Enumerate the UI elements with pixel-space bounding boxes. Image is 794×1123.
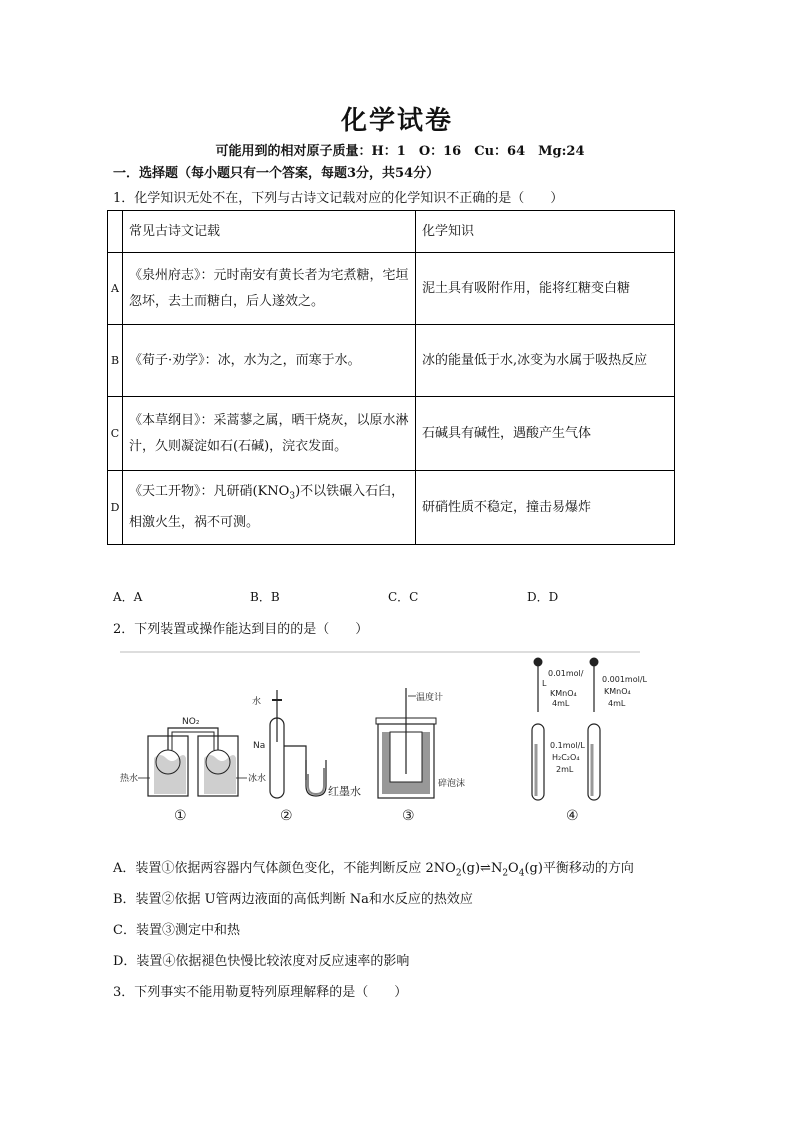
apparatus-4 xyxy=(532,658,648,824)
label-thermometer: 温度计 xyxy=(416,693,444,703)
label-num-1: ① xyxy=(174,808,187,824)
label-num-2: ② xyxy=(280,808,293,824)
row-knowledge: 研硝性质不稳定，撞击易爆炸 xyxy=(416,471,675,545)
apparatus-1 xyxy=(120,717,266,824)
label-kmno4-b-3: 4mL xyxy=(608,699,626,708)
option-a[interactable]: A．A xyxy=(113,590,143,604)
label-h2c2o4-1: 0.1mol/L xyxy=(550,741,585,750)
label-h2c2o4-2: H₂C₂O₄ xyxy=(552,753,580,762)
row-knowledge: 石碱具有碱性，遇酸产生气体 xyxy=(416,397,675,471)
label-kmno4-a-2: L xyxy=(542,679,547,688)
table-row xyxy=(108,325,675,397)
page-title: 化学试卷 xyxy=(340,106,453,136)
label-foam: 碎泡沫 xyxy=(438,779,466,789)
label-red-ink: 红墨水 xyxy=(328,785,361,798)
label-h2c2o4-3: 2mL xyxy=(556,765,574,774)
label-kmno4-b-2: KMnO₄ xyxy=(604,687,631,696)
label-num-3: ③ xyxy=(402,808,415,824)
header-cell: 化学知识 xyxy=(416,211,675,253)
question-2-option-c[interactable]: C．装置③测定中和热 xyxy=(113,923,240,938)
option-d[interactable]: D．D xyxy=(527,590,559,604)
row-label: B xyxy=(108,325,123,397)
table-row xyxy=(108,397,675,471)
label-kmno4-b-1: 0.001mol/L xyxy=(602,675,647,684)
question-2-option-a[interactable]: A．装置①依据两容器内气体颜色变化，不能判断反应 $2NO_2(g)\rightleftharpoons N_2O_4(g)$平衡移动的方向 xyxy=(113,861,634,879)
label-ice-water: 冰水 xyxy=(248,774,267,784)
question-2-option-b[interactable]: B．装置②依据 U管两边液面的高低判断 Na和水反应的热效应 xyxy=(113,892,473,907)
row-text: 《本草纲目》：采蒿蓼之属，晒干烧灰，以原水淋汁，久则凝淀如石(石碱)，浣衣发面。 xyxy=(123,397,416,471)
row-label: D xyxy=(108,471,123,545)
option-b[interactable]: B．B xyxy=(250,590,280,604)
table-header-row xyxy=(108,211,675,253)
label-no2: NO₂ xyxy=(182,717,200,727)
header-cell: 常见古诗文记载 xyxy=(123,211,416,253)
apparatus-3 xyxy=(376,688,465,824)
table-row xyxy=(108,253,675,325)
question-2-option-d[interactable]: D．装置④依据褪色快慢比较浓度对反应速率的影响 xyxy=(113,954,410,969)
row-knowledge: 泥土具有吸附作用，能将红糖变白糖 xyxy=(416,253,675,325)
row-label: C xyxy=(108,397,123,471)
question-1-stem: 1．化学知识无处不在，下列与古诗文记载对应的化学知识不正确的是（ ） xyxy=(113,191,564,206)
label-hot-water: 热水 xyxy=(120,774,139,784)
row-text: 《荀子·劝学》：冰，水为之，而寒于水。 xyxy=(123,325,416,397)
label-kmno4-a-4: 4mL xyxy=(552,699,570,708)
atomic-masses: 可能用到的相对原子质量：H：1 O：16 Cu：64 Mg:24 xyxy=(215,144,585,159)
question-1-table xyxy=(107,210,675,545)
apparatus-2 xyxy=(252,690,361,824)
label-kmno4-a-3: KMnO₄ xyxy=(550,689,577,698)
label-water: 水 xyxy=(252,697,262,707)
question-3-stem: 3．下列事实不能用勒夏特列原理解释的是（ ） xyxy=(113,985,408,1000)
row-label: A xyxy=(108,253,123,325)
option-c[interactable]: C．C xyxy=(388,590,419,604)
apparatus-figure xyxy=(120,650,647,830)
row-knowledge: 冰的能量低于水,冰变为水属于吸热反应 xyxy=(416,325,675,397)
row-text: 《天工开物》：凡研硝$(KNO_3)$不以铁碾入石臼，相激火生，祸不可测。 xyxy=(123,471,416,545)
label-na: Na xyxy=(253,741,266,751)
row-text: 《泉州府志》：元时南安有黄长者为宅煮糖，宅垣忽坏，去土而糖白，后人遂效之。 xyxy=(123,253,416,325)
section-heading: 一．选择题（每小题只有一个答案，每题3分，共54分） xyxy=(113,166,440,181)
label-num-4: ④ xyxy=(566,808,579,824)
label-kmno4-a-1: 0.01mol/ xyxy=(548,669,584,678)
question-2-stem: 2．下列装置或操作能达到目的的是（ ） xyxy=(113,622,369,637)
table-row xyxy=(108,471,675,545)
